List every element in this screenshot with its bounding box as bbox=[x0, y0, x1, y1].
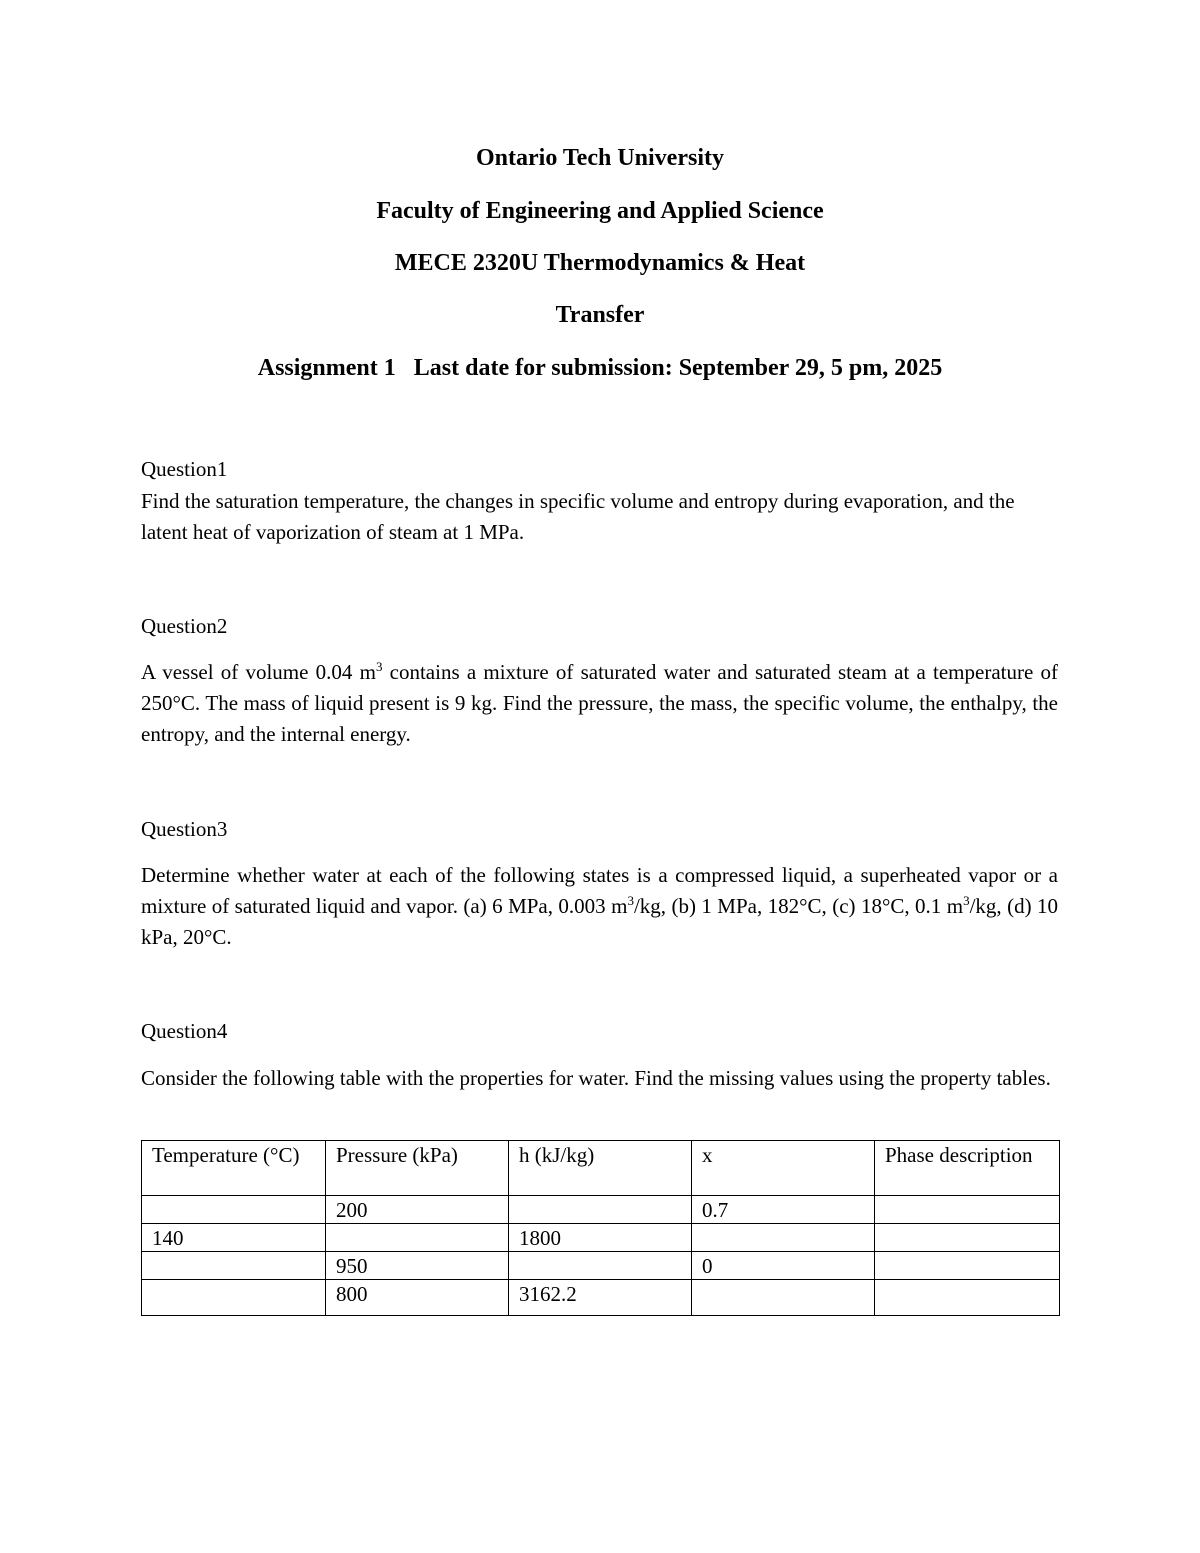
course-title-line2: Transfer bbox=[555, 302, 645, 328]
question3-text-c: /kg, (d) 10 kPa, 20°C. bbox=[141, 894, 1058, 949]
table-row bbox=[142, 1280, 1060, 1316]
table-row bbox=[142, 1196, 1060, 1224]
table-row bbox=[142, 1224, 1060, 1252]
table-cell bbox=[142, 1252, 326, 1280]
table-cell bbox=[509, 1252, 692, 1280]
header-phase: Phase description bbox=[875, 1141, 1060, 1196]
table-cell bbox=[875, 1224, 1060, 1252]
table-cell: 950 bbox=[326, 1252, 509, 1280]
question3-text-b: /kg, (b) 1 MPa, 182°C, (c) 18°C, 0.1 m bbox=[633, 894, 964, 918]
table-cell: 140 bbox=[142, 1224, 326, 1252]
question4-body: Consider the following table with the properties for water. Find the missing values using the property tables. bbox=[141, 1066, 1051, 1090]
table-cell bbox=[692, 1224, 875, 1252]
table-cell: 0 bbox=[692, 1252, 875, 1280]
header-enthalpy: h (kJ/kg) bbox=[509, 1141, 692, 1196]
question2-title: Question2 bbox=[141, 614, 228, 638]
table-cell bbox=[326, 1224, 509, 1252]
course-title-line1: MECE 2320U Thermodynamics & Heat bbox=[394, 250, 806, 276]
question3-sup-b: 3 bbox=[963, 893, 970, 908]
question1-body: Find the saturation temperature, the changes in specific volume and entropy during evaporation, and the latent heat of vaporization of steam at 1 MPa. bbox=[141, 489, 1015, 544]
question3-title: Question3 bbox=[141, 817, 228, 841]
table-cell bbox=[142, 1196, 326, 1224]
deadline-text: Last date for submission: September 29, 5 pm, 2025 bbox=[413, 355, 943, 381]
question2-sup-a: 3 bbox=[375, 659, 383, 674]
university-title: Ontario Tech University bbox=[475, 145, 724, 171]
table-cell bbox=[692, 1280, 875, 1316]
question4-title: Question4 bbox=[141, 1019, 228, 1043]
assignment-line bbox=[0, 353, 1200, 383]
question3-sup-a: 3 bbox=[627, 893, 634, 908]
question3-text-a: Determine whether water at each of the following states is a compressed liquid, a superheated vapor or a mixture of saturated liquid and vapor. (a) 6 MPa, 0.003 m bbox=[141, 863, 1058, 918]
table-cell bbox=[875, 1196, 1060, 1224]
table-cell: 200 bbox=[326, 1196, 509, 1224]
faculty-title: Faculty of Engineering and Applied Science bbox=[376, 198, 824, 224]
assignment-label: Assignment 1 bbox=[257, 355, 396, 381]
table-cell: 3162.2 bbox=[509, 1280, 692, 1316]
table-cell bbox=[509, 1196, 692, 1224]
water-properties-table bbox=[141, 1140, 1060, 1316]
table-row bbox=[142, 1252, 1060, 1280]
question1-title: Question1 bbox=[141, 457, 228, 481]
table-cell bbox=[875, 1280, 1060, 1316]
question2-text-b: contains a mixture of saturated water and saturated steam at a temperature of 250°C. The mass of liquid present is 9 kg. Find the pressure, the mass, the specific volume, the enthalpy, the entropy, and the internal energy. bbox=[141, 660, 1059, 746]
question3-body bbox=[141, 860, 1058, 953]
table-cell: 800 bbox=[326, 1280, 509, 1316]
table-header-row bbox=[142, 1141, 1060, 1196]
table-cell bbox=[142, 1280, 326, 1316]
table-cell bbox=[875, 1252, 1060, 1280]
question2-text-a: A vessel of volume 0.04 m bbox=[141, 660, 376, 684]
question2-body bbox=[141, 657, 1058, 750]
header-pressure: Pressure (kPa) bbox=[326, 1141, 509, 1196]
table-cell: 1800 bbox=[509, 1224, 692, 1252]
header-temperature: Temperature (°C) bbox=[142, 1141, 326, 1196]
table-cell: 0.7 bbox=[692, 1196, 875, 1224]
header-quality: x bbox=[692, 1141, 875, 1196]
